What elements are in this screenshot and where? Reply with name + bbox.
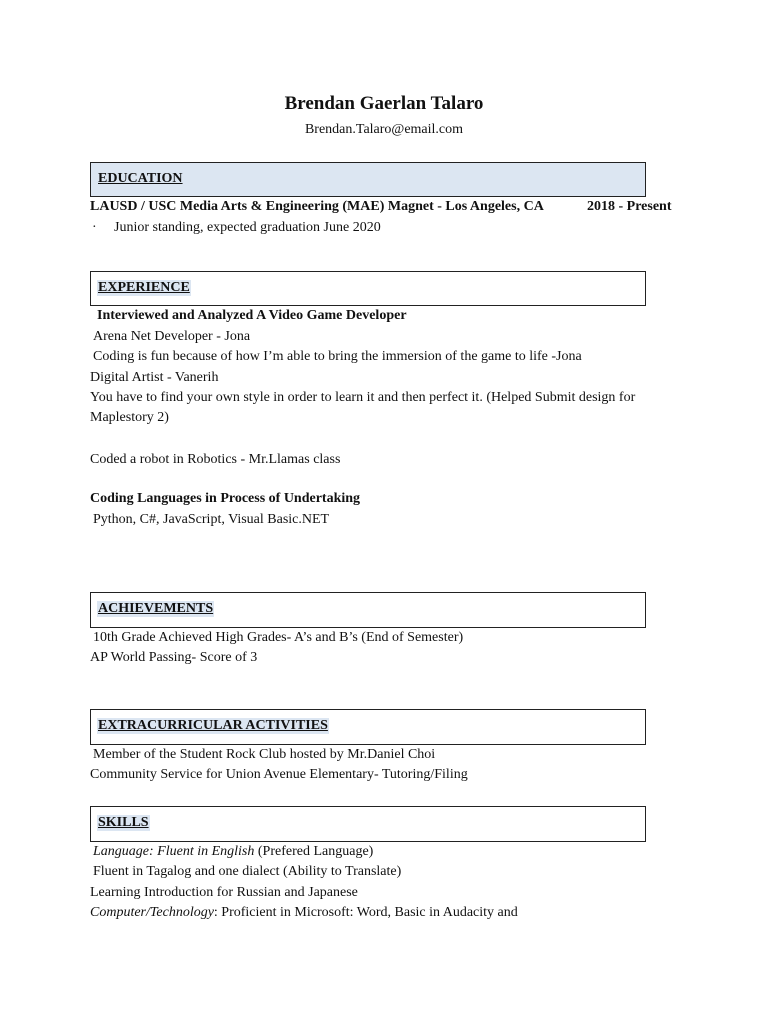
experience-line: You have to find your own style in order to learn it and then perfect it. (Helped Submit design for bbox=[90, 390, 636, 405]
experience-line: Python, C#, JavaScript, Visual Basic.NET bbox=[93, 512, 330, 527]
education-school: LAUSD / USC Media Arts & Engineering (MAE) Magnet - Los Angeles, CA bbox=[90, 199, 544, 214]
experience-line: Coding is fun because of how I’m able to bring the immersion of the game to life -Jona bbox=[93, 349, 582, 364]
experience-line: Coded a robot in Robotics - Mr.Llamas class bbox=[90, 452, 341, 467]
skills-line: Fluent in Tagalog and one dialect (Ability to Translate) bbox=[93, 864, 402, 879]
skills-language-label: Language: Fluent in English bbox=[93, 844, 255, 859]
extracurricular-section-header bbox=[90, 709, 646, 745]
skills-computer-label: Computer/Technology bbox=[90, 905, 214, 920]
education-heading: EDUCATION bbox=[98, 171, 183, 186]
experience-heading: EXPERIENCE bbox=[98, 280, 190, 295]
skills-line: Learning Introduction for Russian and Japanese bbox=[90, 885, 358, 900]
experience-subheading: Coding Languages in Process of Undertaking bbox=[90, 491, 361, 506]
skills-computer-text: : Proficient in Microsoft: Word, Basic in Audacity and bbox=[213, 905, 518, 920]
skills-language-note: (Prefered Language) bbox=[254, 844, 374, 859]
skills-section-header bbox=[90, 806, 646, 842]
experience-line: Interviewed and Analyzed A Video Game Developer bbox=[97, 308, 407, 323]
email-address: Brendan.Talaro@email.com bbox=[304, 122, 464, 137]
extracurricular-line: Member of the Student Rock Club hosted by Mr.Daniel Choi bbox=[93, 747, 436, 762]
extracurricular-line: Community Service for Union Avenue Elementary- Tutoring/Filing bbox=[90, 767, 468, 782]
experience-line: Digital Artist - Vanerih bbox=[90, 370, 219, 385]
bullet-icon: · bbox=[92, 220, 97, 235]
achievement-line: AP World Passing- Score of 3 bbox=[90, 650, 258, 665]
achievements-section-header bbox=[90, 592, 646, 628]
experience-section-header bbox=[90, 271, 646, 306]
experience-line: Arena Net Developer - Jona bbox=[93, 329, 251, 344]
education-detail: Junior standing, expected graduation June 2020 bbox=[114, 220, 381, 235]
skills-computer-line bbox=[90, 905, 518, 921]
resume-name: Brendan Gaerlan Talaro bbox=[284, 93, 484, 114]
skills-language-line bbox=[93, 844, 373, 860]
skills-heading: SKILLS bbox=[98, 815, 149, 830]
education-section-header bbox=[90, 162, 646, 197]
education-dates: 2018 - Present bbox=[587, 199, 672, 214]
extracurricular-heading: EXTRACURRICULAR ACTIVITIES bbox=[98, 718, 328, 733]
achievements-heading: ACHIEVEMENTS bbox=[98, 601, 214, 616]
achievement-line: 10th Grade Achieved High Grades- A’s and B’s (End of Semester) bbox=[93, 630, 464, 645]
experience-line: Maplestory 2) bbox=[90, 410, 169, 425]
